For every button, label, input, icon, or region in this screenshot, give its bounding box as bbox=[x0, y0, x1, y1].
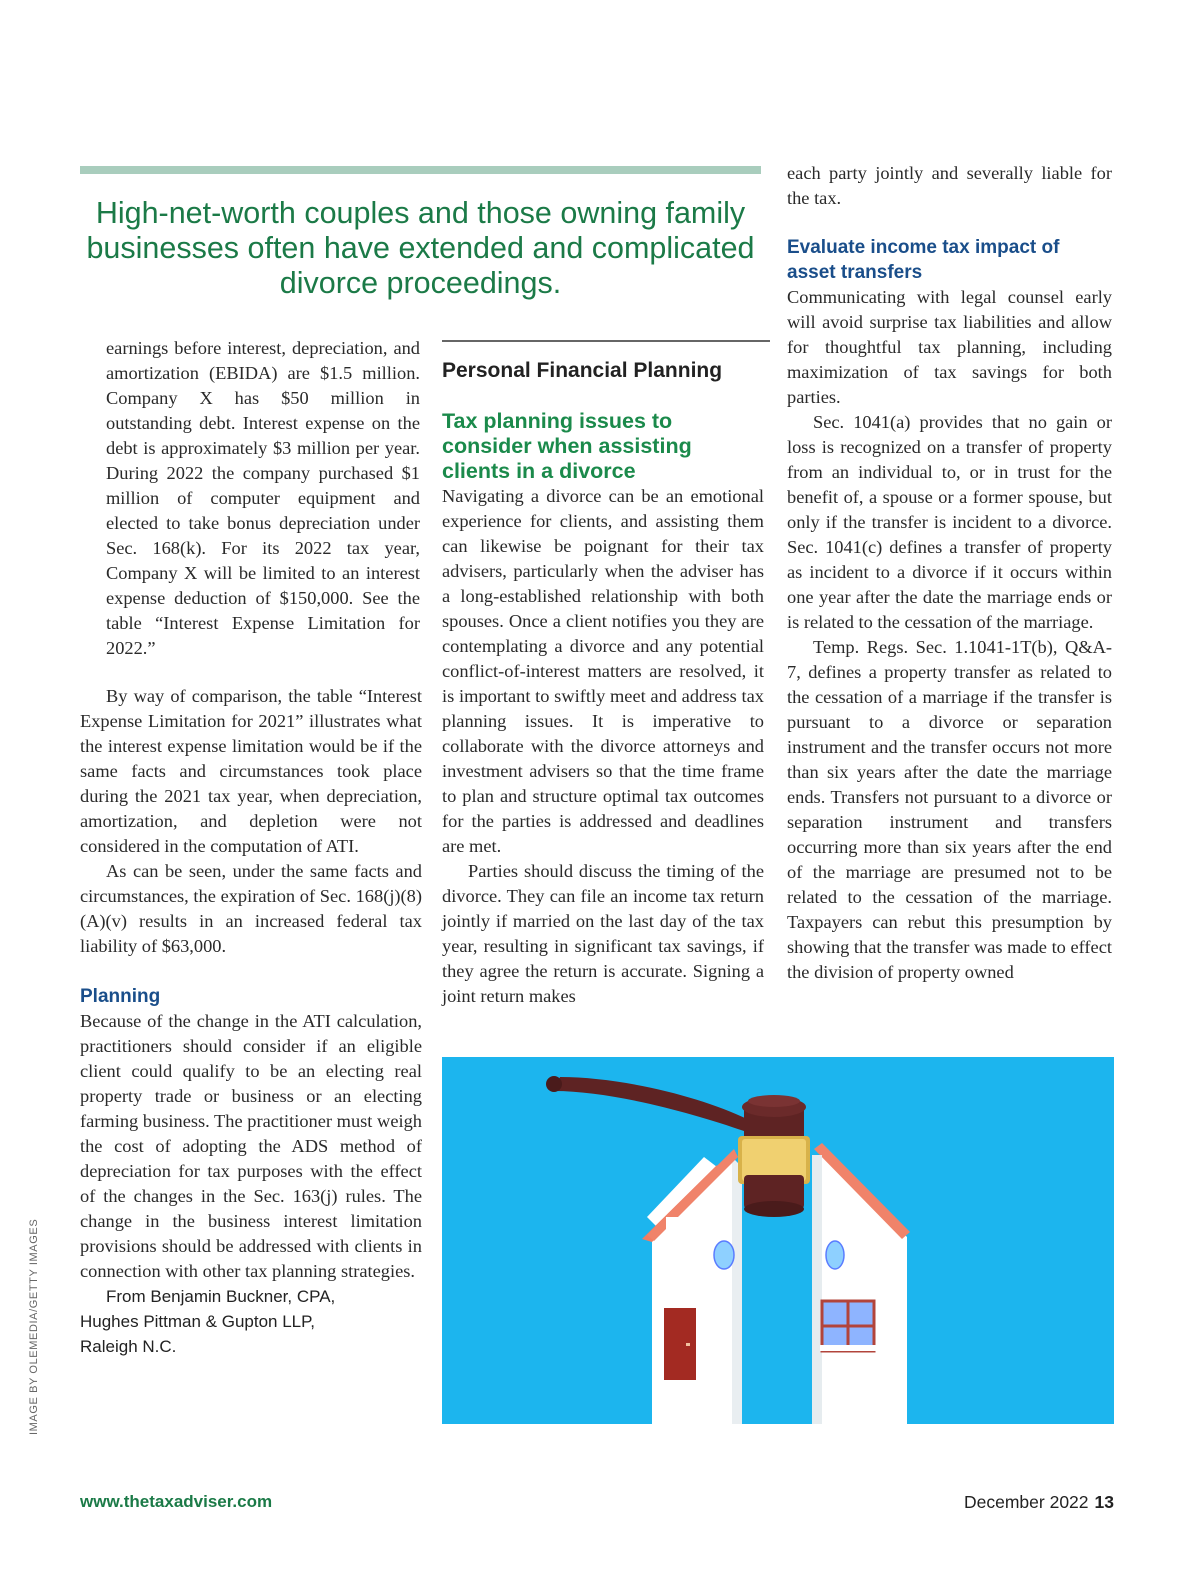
left-paragraph-1: earnings before interest, depreciation, and amortization (EBIDA) are $1.5 million. Company X has $50 million in outstanding debt. Interest expense on the debt is approximately $3 million per year. During 2022 the company purchased $1 million of computer equipment and elected to take bonus depreciation under Sec. 168(k). For its 2022 tax year, Company X will be limited to an interest expense deduction of $150,000. See the table “Interest Expense Limitation for 2022.” bbox=[106, 338, 420, 658]
pull-quote-rule bbox=[80, 166, 761, 174]
column-rule bbox=[442, 340, 770, 342]
footer-issue-info bbox=[964, 1492, 1114, 1513]
left-column-top bbox=[106, 336, 420, 661]
right-column bbox=[787, 161, 1112, 985]
issue-date: December 2022 bbox=[964, 1492, 1089, 1512]
left-paragraph-3: As can be seen, under the same facts and circumstances, the expiration of Sec. 168(j)(8)(A)(v) results in an increased federal tax liability of $63,000. bbox=[80, 861, 422, 956]
middle-column bbox=[442, 409, 770, 1009]
right-house-half bbox=[812, 1143, 910, 1424]
gavel-house-graphic bbox=[442, 1057, 1114, 1424]
divorce-house-illustration bbox=[442, 1057, 1114, 1424]
article-title: Tax planning issues to consider when assisting clients in a divorce bbox=[442, 409, 692, 483]
right-paragraph-2: Sec. 1041(a) provides that no gain or loss is recognized on a transfer of property from an individual to, or in trust for the benefit of, a spouse or a former spouse, but only if the transfer is incident to a divorce. Sec. 1041(c) defines a transfer of property as incident to a divorce if it occurs within one year after the date the marriage ends or is related to the cessation of the marriage. bbox=[787, 412, 1112, 632]
right-paragraph-1: Communicating with legal counsel early will avoid surprise tax liabilities and allow for thoughtful tax planning, including maximization of tax savings for both parties. bbox=[787, 287, 1112, 407]
right-paragraph-0: each party jointly and severally liable for the tax. bbox=[787, 163, 1112, 208]
page-number: 13 bbox=[1094, 1492, 1114, 1512]
left-paragraph-2: By way of comparison, the table “Interest Expense Limitation for 2021” illustrates what the interest expense limitation would be if the same facts and circumstances took place during the 2021 tax year, when depreciation, amortization, and depletion were not considered in the computation of ATI. bbox=[80, 686, 422, 856]
image-credit: IMAGE BY OLEMEDIA/GETTY IMAGES bbox=[28, 1218, 40, 1435]
section-label: Personal Financial Planning bbox=[442, 359, 723, 382]
right-subheading: Evaluate income tax impact of asset transfers bbox=[787, 237, 1060, 283]
footer-website[interactable]: www.thetaxadviser.com bbox=[80, 1492, 273, 1511]
planning-heading: Planning bbox=[80, 986, 161, 1007]
planning-paragraph: Because of the change in the ATI calculation, practitioners should consider if an eligible client could qualify to be an electing real property trade or business or an electing farming business. The practitioner must weigh the cost of adopting the ADS method of depreciation for tax purposes with the effect of the changes in the Sec. 163(j) rules. The change in the business interest limitation provisions should be addressed with clients in connection with other tax planning strategies. bbox=[80, 1011, 422, 1281]
author-attribution: From Benjamin Buckner, CPA, Hughes Pittman & Gupton LLP, Raleigh N.C. bbox=[80, 1287, 336, 1356]
middle-paragraph-2: Parties should discuss the timing of the divorce. They can file an income tax return jointly if married on the last day of the tax year, resulting in significant tax savings, if they agree the return is accurate. Signing a joint return makes bbox=[442, 861, 764, 1006]
right-paragraph-3: Temp. Regs. Sec. 1.1041-1T(b), Q&A-7, defines a property transfer as related to the cessation of a marriage if the transfer is pursuant to a divorce or separation instrument and the transfer occurs not more than six years after the date the marriage ends. Transfers not pursuant to a divorce or separation instrument and transfers occurring more than six years after the end of the marriage are presumed not to be related to the cessation of the marriage. Taxpayers can rebut this presumption by showing that the transfer was made to effect the division of property owned bbox=[787, 637, 1112, 982]
pull-quote: High-net-worth couples and those owning family businesses often have extended and complicated divorce proceedings. bbox=[86, 196, 755, 300]
left-column bbox=[80, 684, 422, 1359]
middle-paragraph-1: Navigating a divorce can be an emotional experience for clients, and assisting them can likewise be poignant for their tax advisers, particularly when the adviser has a long-established relationship with both spouses. Once a client notifies you they are contemplating a divorce and any potential conflict-of-interest matters are resolved, it is important to swiftly meet and address tax planning issues. It is imperative to collaborate with the divorce attorneys and investment advisers so that the time frame to plan and structure optimal tax outcomes for the parties is addressed and deadlines are met. bbox=[442, 486, 764, 856]
left-house-half bbox=[642, 1149, 742, 1424]
